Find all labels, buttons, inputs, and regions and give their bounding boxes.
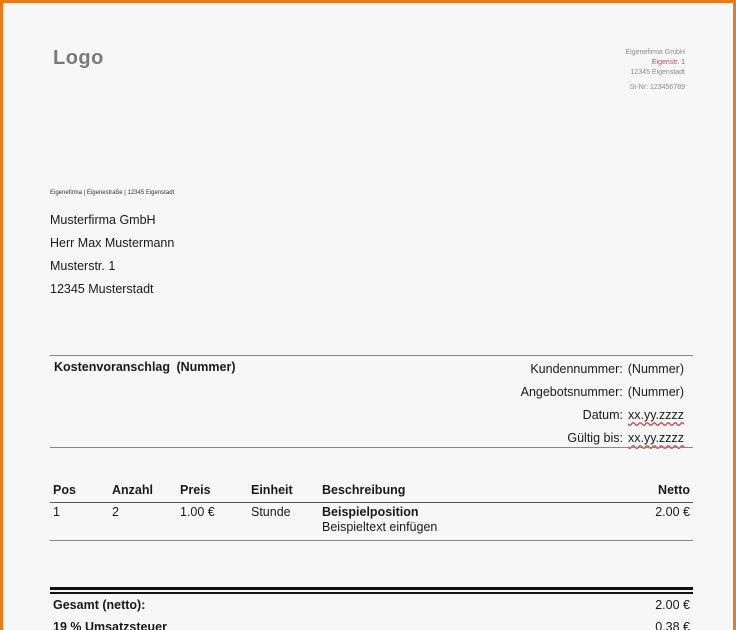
offer-number-value: (Nummer) (627, 385, 684, 399)
divider (50, 355, 693, 356)
item-text: Beispieltext einfügen (322, 520, 438, 534)
totals-divider (50, 592, 693, 594)
recipient-street: Musterstr. 1 (50, 259, 116, 273)
date-value: xx.yy.zzzz (627, 408, 684, 422)
header-pos: Pos (53, 483, 76, 497)
header-quantity: Anzahl (112, 483, 153, 497)
sender-city: 12345 Eigenstadt (630, 69, 685, 76)
recipient-person: Herr Max Mustermann (50, 236, 175, 250)
customer-number-value: (Nummer) (627, 362, 684, 376)
cell-unit: Stunde (251, 505, 291, 519)
offer-number-label: Angebotsnummer: (520, 385, 623, 399)
table-header (50, 481, 693, 503)
recipient-address (50, 209, 174, 301)
valid-until-label: Gültig bis: (567, 431, 623, 445)
header-unit: Einheit (251, 483, 293, 497)
sender-company: Eigenefirma GmbH (625, 49, 685, 56)
totals-divider (50, 587, 693, 590)
date-label: Datum: (582, 408, 623, 422)
meta-offer-row (521, 381, 684, 404)
divider (50, 447, 693, 448)
header-description: Beschreibung (322, 483, 406, 497)
item-title: Beispielposition (322, 505, 419, 519)
valid-until-value: xx.yy.zzzz (627, 431, 684, 445)
customer-number-label: Kundennummer: (530, 362, 623, 376)
total-net-value: 2.00 € (655, 598, 690, 612)
sender-address (625, 48, 685, 93)
header-price: Preis (180, 483, 211, 497)
sender-tax-number: St-Nr: 123456789 (629, 84, 685, 91)
header-net: Netto (658, 483, 690, 497)
cell-price: 1.00 € (180, 505, 215, 519)
meta-date-row (521, 404, 684, 427)
table-row (50, 503, 693, 541)
cell-net: 2.00 € (655, 505, 690, 519)
total-net-label: Gesamt (netto): (53, 598, 146, 612)
recipient-company: Musterfirma GmbH (50, 213, 156, 227)
cell-quantity: 2 (112, 505, 119, 519)
meta-customer-row (521, 358, 684, 381)
return-address-line: Eigenefirma | Eigenestraße | 12345 Eigenstadt (50, 190, 175, 196)
logo: Logo (53, 47, 104, 69)
cell-pos: 1 (53, 505, 60, 519)
vat-label: 19 % Umsatzsteuer (53, 620, 167, 630)
cell-description (322, 505, 437, 534)
document-meta (521, 358, 684, 450)
sender-street: Eigenstr. 1 (651, 59, 685, 66)
vat-value: 0.38 € (655, 620, 690, 630)
document-title: Kostenvoranschlag (Nummer) (54, 360, 236, 374)
recipient-city: 12345 Musterstadt (50, 282, 154, 296)
